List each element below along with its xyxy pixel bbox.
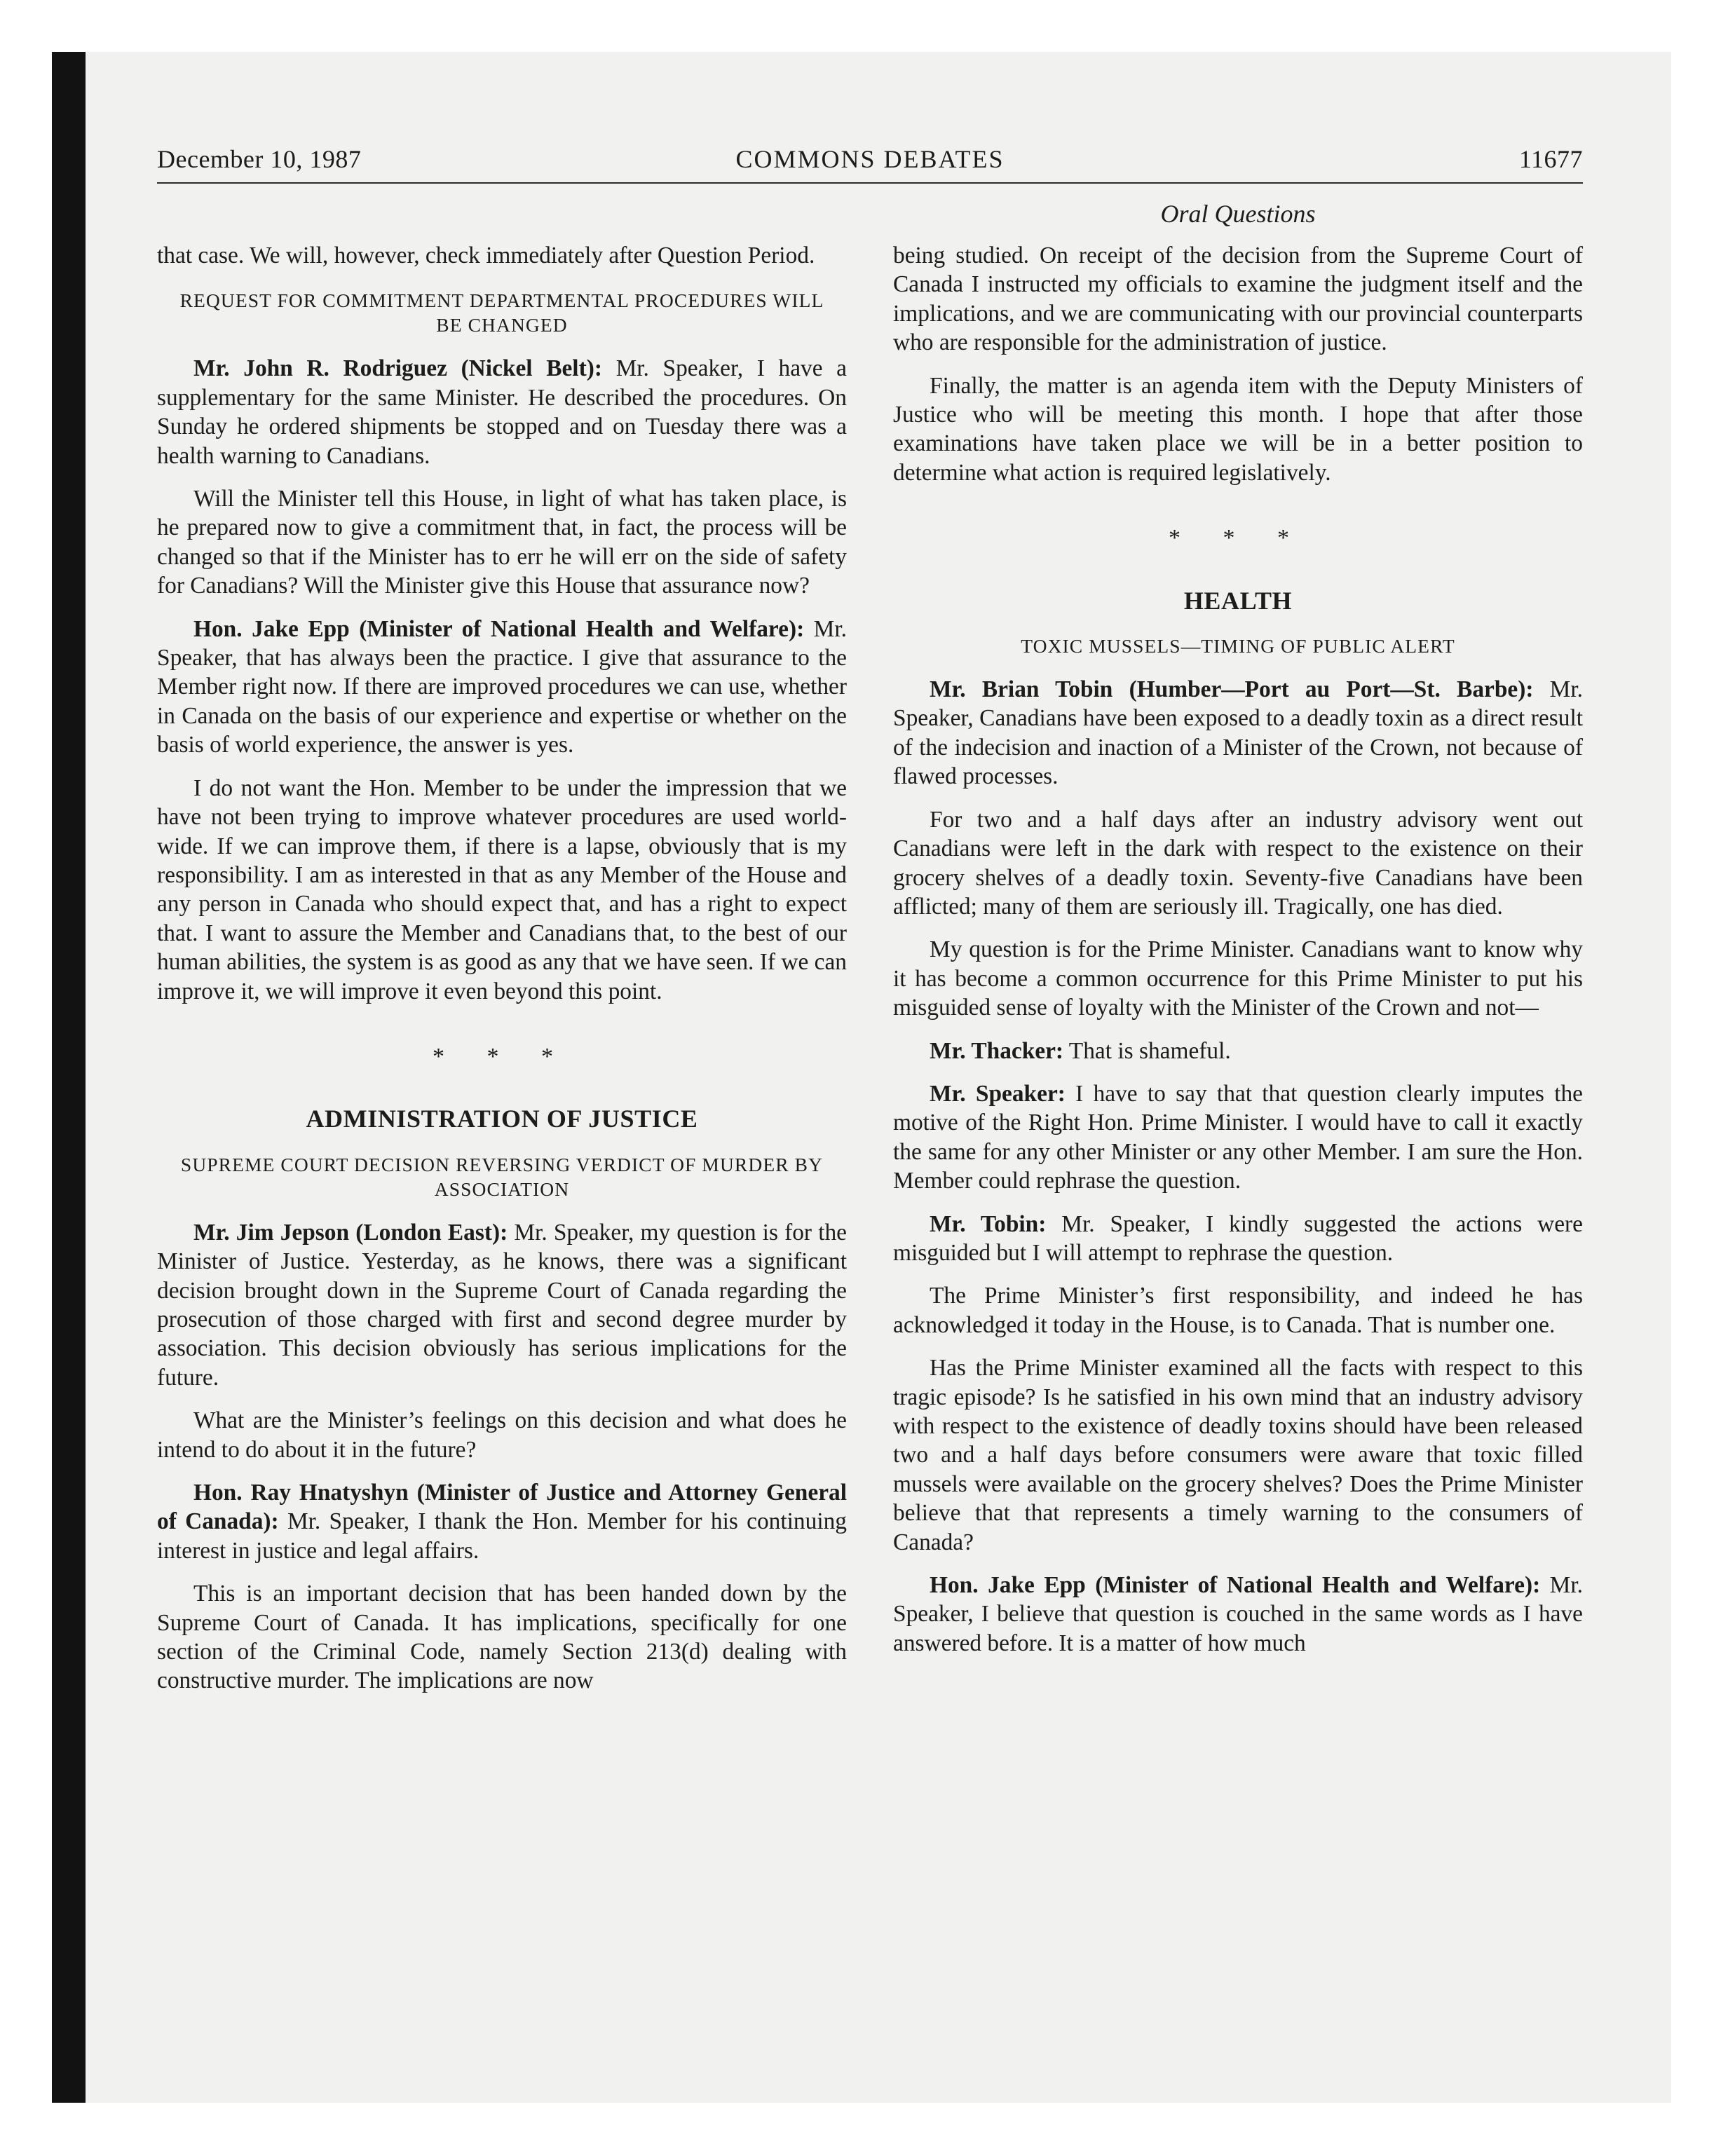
paragraph: What are the Minister’s feelings on this decision and what does he intend to do about it in the future? — [157, 1407, 847, 1463]
speech-text: Mr. Speaker, I thank the Hon. Member for his continuing interest in justice and legal affairs. — [157, 1508, 847, 1564]
paragraph — [157, 354, 847, 470]
section-separator: * * * — [433, 1043, 571, 1070]
speaker-name: Mr. Tobin: — [930, 1210, 1047, 1237]
speech-text: I have to say that that question clearly imputes the motive of the Right Hon. Prime Minister. I would have to call it exactly the same for any other Minister or any other Member. I am sure the Hon. Member could rephrase the question. — [893, 1080, 1583, 1194]
paragraph: I do not want the Hon. Member to be under the impression that we have not been trying to improve whatever procedures are used world-wide. If we can improve them, if there is a lapse, obviously that is my responsibility. I am as interested in that as any Member of the House and any person in Canada who should expect that, and has a right to expect that. I want to assure the Member and Canadians that, to the best of our human abilities, the system is as good as any that we have seen. If we can improve it, we will improve it even beyond this point. — [157, 775, 847, 1004]
paragraph: Finally, the matter is an agenda item with the Deputy Ministers of Justice who will be meeting this month. I hope that after those examinations have taken place we will be in a better position to determine what action is required legislatively. — [893, 372, 1583, 486]
subheading: REQUEST FOR COMMITMENT DEPARTMENTAL PROCEDURES WILL BE CHANGED — [179, 289, 824, 336]
header-journal-title: COMMONS DEBATES — [735, 145, 1005, 173]
section-heading: ADMINISTRATION OF JUSTICE — [306, 1105, 698, 1133]
paragraph: being studied. On receipt of the decision from the Supreme Court of Canada I instructed my officials to examine the judgment itself and the implications, and we are communicating with our provincial counterparts who are responsible for the administration of justice. — [893, 243, 1583, 356]
speaker-name: Mr. Speaker: — [930, 1080, 1066, 1107]
section-separator: * * * — [1169, 525, 1307, 552]
paragraph — [157, 615, 847, 760]
speech-text: Mr. Speaker, my question is for the Minister of Justice. Yesterday, as he knows, there was a significant decision brought down in the Supreme Court of Canada regarding the prosecution of those charged with first and second degree murder by association. This decision obviously has serious implications for the future. — [157, 1219, 847, 1391]
paragraph — [893, 1210, 1583, 1268]
speaker-name: Mr. Brian Tobin (Humber—Port au Port—St. Barbe): — [930, 676, 1534, 703]
speech-text: Mr. Speaker, I kindly suggested the actions were misguided but I will attempt to rephrase the question. — [893, 1210, 1583, 1266]
paragraph — [893, 1571, 1583, 1658]
paragraph: For two and a half days after an industry advisory went out Canadians were left in the dark with respect to the existence on their grocery shelves of a deadly toxin. Seventy-five Canadians have been afflicted; many of them are seriously ill. Tragically, one has died. — [893, 806, 1583, 920]
speech-text: That is shameful. — [1063, 1037, 1231, 1064]
right-column — [893, 241, 1583, 1672]
paragraph — [893, 1079, 1583, 1196]
speech-text: Mr. Speaker, I believe that question is couched in the same words as I have answered before. It is a matter of how much — [893, 1572, 1583, 1656]
paragraph: The Prime Minister’s first responsibility, and indeed he has acknowledged it today in the House, is to Canada. That is number one. — [893, 1283, 1583, 1338]
speaker-name: Hon. Ray Hnatyshyn (Minister of Justice and Attorney General of Canada): — [157, 1480, 847, 1535]
subheading: TOXIC MUSSELS—TIMING OF PUBLIC ALERT — [1021, 635, 1455, 657]
paragraph — [893, 1037, 1583, 1065]
speech-text: Mr. Speaker, that has always been the practice. I give that assurance to the Member right now. If there are improved procedures we can use, whether in Canada on the basis of our experience and expertise or whether on the basis of world experience, the answer is yes. — [157, 615, 847, 758]
paragraph: Will the Minister tell this House, in light of what has taken place, is he prepared now to give a commitment that, in fact, the process will be changed so that if the Minister has to err he will err on the side of safety for Canadians? Will the Minister give this House that assurance now? — [157, 486, 847, 599]
paragraph — [157, 1478, 847, 1565]
speaker-name: Hon. Jake Epp (Minister of National Health and Welfare): — [930, 1572, 1541, 1599]
paragraph — [157, 1218, 847, 1392]
paragraph — [893, 675, 1583, 791]
left-column — [157, 241, 847, 1710]
speaker-name: Mr. Jim Jepson (London East): — [193, 1219, 508, 1246]
header-date: December 10, 1987 — [157, 145, 362, 173]
paragraph: that case. We will, however, check immediately after Question Period. — [157, 243, 815, 268]
scan-binding-edge — [52, 52, 86, 2103]
speaker-name: Mr. John R. Rodriguez (Nickel Belt): — [193, 355, 602, 382]
page-header — [157, 144, 1583, 184]
speech-text: Mr. Speaker, Canadians have been exposed to a deadly toxin as a direct result of the indecision and inaction of a Minister of the Crown, not because of flawed processes. — [893, 676, 1583, 790]
paragraph: This is an important decision that has been handed down by the Supreme Court of Canada. It has implications, specifically for one section of the Criminal Code, namely Section 213(d) dealing with constructive murder. The implications are now — [157, 1581, 847, 1694]
header-page-number: 11677 — [1518, 145, 1583, 173]
speech-text: Mr. Speaker, I have a supplementary for the same Minister. He described the procedures. On Sunday he ordered shipments be stopped and on Tuesday there was a health warning to Canadians. — [157, 355, 847, 469]
speaker-name: Hon. Jake Epp (Minister of National Health and Welfare): — [193, 615, 805, 642]
paragraph: My question is for the Prime Minister. Canadians want to know why it has become a common occurrence for this Prime Minister to put his misguided sense of loyalty with the Minister of the Crown and not— — [893, 936, 1583, 1021]
subheading: SUPREME COURT DECISION REVERSING VERDICT OF MURDER BY ASSOCIATION — [180, 1153, 824, 1200]
speaker-name: Mr. Thacker: — [930, 1037, 1064, 1064]
paragraph: Has the Prime Minister examined all the facts with respect to this tragic episode? Is he satisfied in his own mind that an industry advisory with respect to the existence of deadly toxins should have been released two and a half days before consumers were aware that toxic filled mussels were available on the grocery shelves? Does the Prime Minister believe that that represents a timely warning to the consumers of Canada? — [893, 1355, 1583, 1555]
section-label: Oral Questions — [1160, 200, 1316, 228]
section-heading: HEALTH — [1183, 586, 1293, 615]
